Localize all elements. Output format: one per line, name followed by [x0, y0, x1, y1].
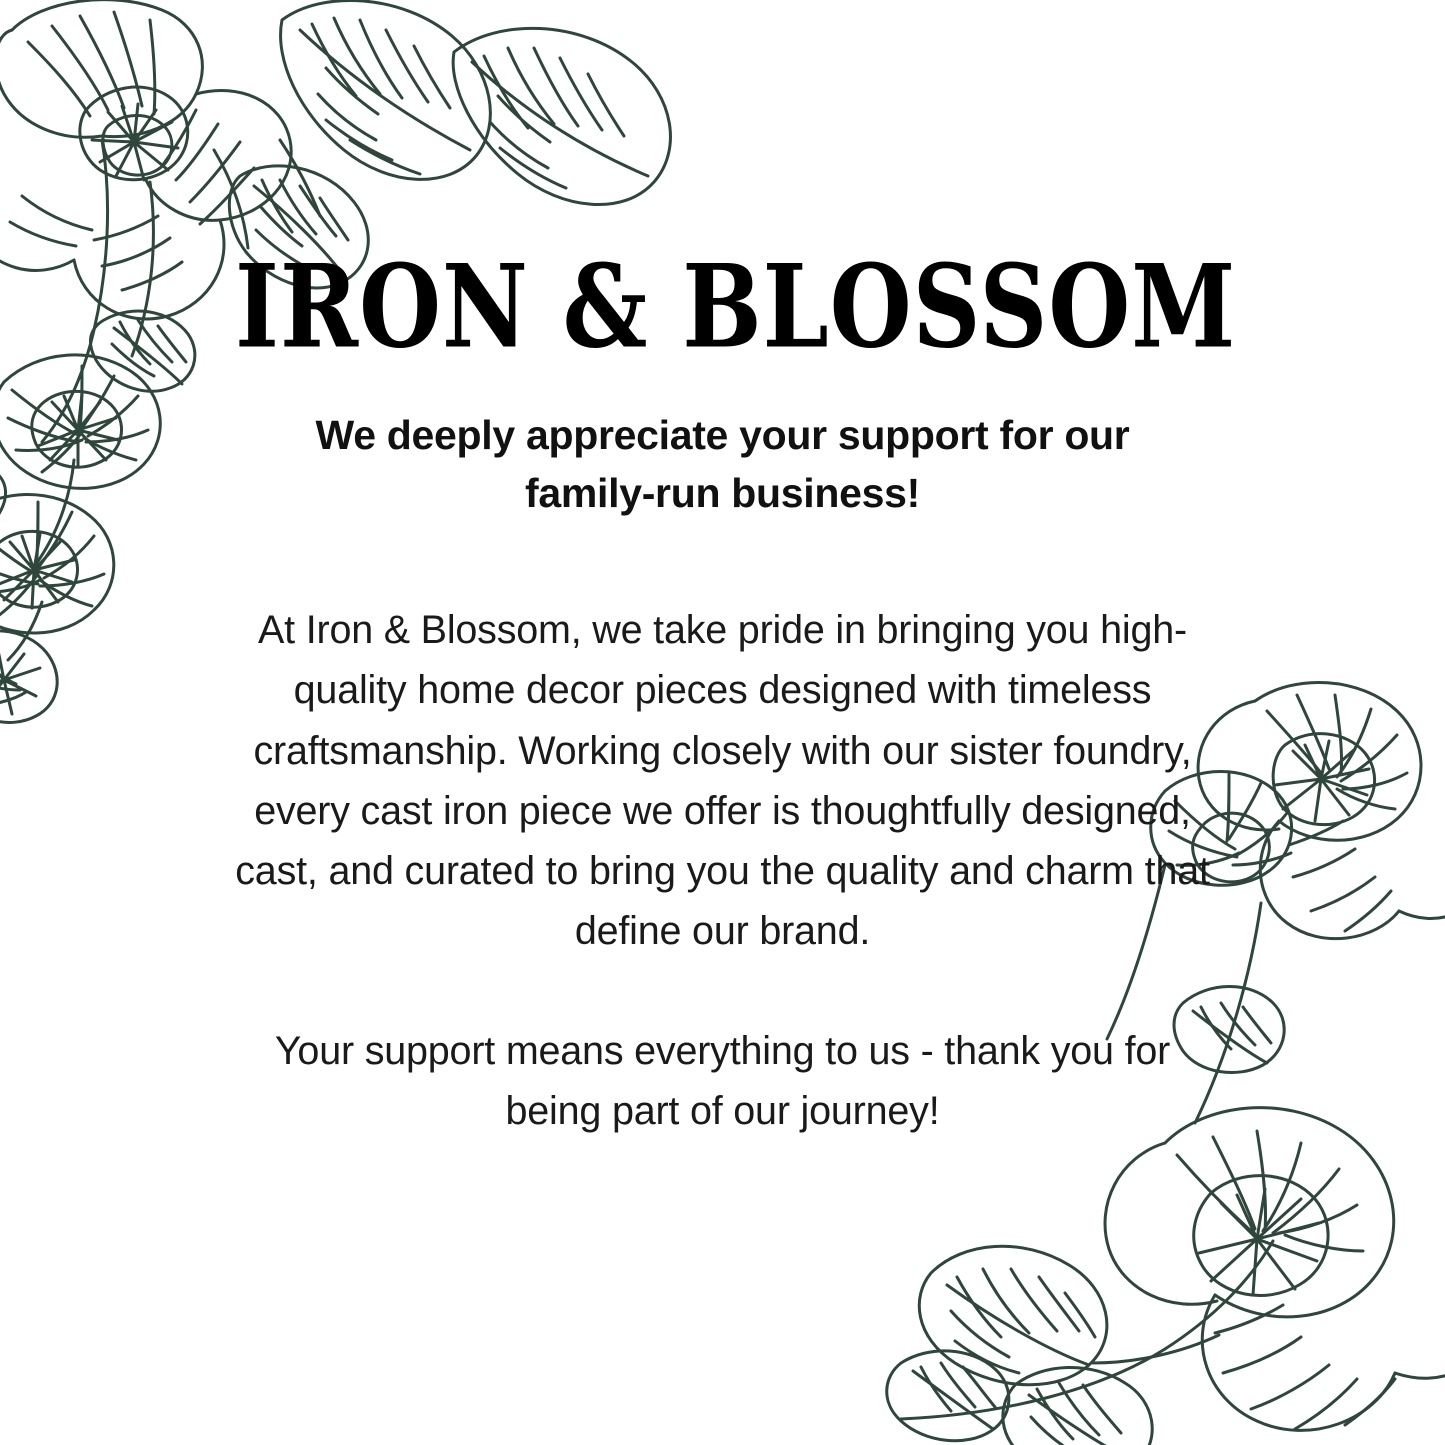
headline-text: We deeply appreciate your support for our family-run business! [315, 412, 1130, 517]
paragraph-mission: At Iron & Blossom, we take pride in bringing you high-quality home decor pieces designed with timeless craftsmanship. Working closely with our sister foundry, every cast iron piece we offer is thoughtfully designed, cast, and curated to bring you the quality and charm that define our brand. [235, 608, 1210, 953]
brand-title: IRON & BLOSSOM [235, 240, 1237, 375]
paragraph-thanks: Your support means everything to us - thank you for being part of our journey! [274, 1028, 1171, 1133]
